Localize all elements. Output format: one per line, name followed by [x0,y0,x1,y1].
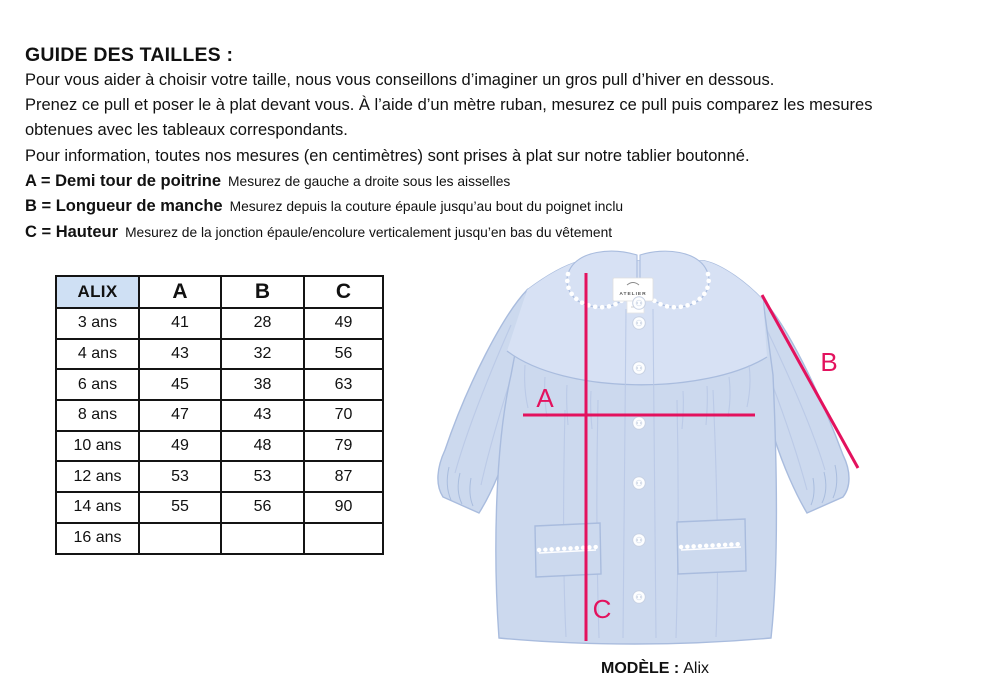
button [633,477,646,490]
intro-paragraph [25,68,995,169]
measure-definition [25,194,995,220]
measure-label-a: A [536,383,554,413]
size-table [55,275,384,555]
intro-line: obtenues avec les tableaux correspondants. [25,121,348,140]
size-value-cell: 53 [139,461,221,492]
size-value-cell: 63 [304,369,383,400]
left-pocket [535,523,601,577]
size-table-row [56,400,383,431]
size-table-row [56,339,383,370]
size-value-cell [304,523,383,554]
size-value-cell: 32 [221,339,304,370]
model-caption-label: MODÈLE : [601,660,680,677]
intro-line: Pour information, toutes nos mesures (en centimètres) sont prises à plat sur notre tablier boutonné. [25,146,750,165]
measure-label-b: B [820,347,838,377]
size-value-cell: 49 [304,308,383,339]
brand-label-text: ATELIER [619,292,647,297]
measure-label-c: C [592,594,612,624]
button [633,417,646,430]
measure-definition [25,169,995,195]
size-value-cell: 56 [221,492,304,523]
page-title: GUIDE DES TAILLES : [25,44,234,66]
guide-text [25,42,995,246]
size-table-model-header: ALIX [56,276,139,308]
size-label-cell: 16 ans [56,523,139,554]
size-label-cell: 10 ans [56,431,139,462]
size-label-cell: 4 ans [56,339,139,370]
size-value-cell: 49 [139,431,221,462]
measure-definition-label: B = Longueur de manche [25,197,223,216]
size-table-row [56,431,383,462]
size-value-cell [221,523,304,554]
intro-line: Pour vous aider à choisir votre taille, nous vous conseillons d’imaginer un gros pull d’hiver en dessous. [25,71,775,89]
size-table-row [56,308,383,339]
model-caption [601,660,709,678]
size-value-cell: 87 [304,461,383,492]
measure-definition-desc: Mesurez de gauche a droite sous les aisselles [228,173,511,189]
model-caption-value: Alix [683,660,709,677]
size-label-cell: 3 ans [56,308,139,339]
button [633,297,646,310]
size-table-col-header: B [221,276,304,308]
button [633,362,646,375]
size-table-col-header: C [304,276,383,308]
button [633,317,646,330]
size-value-cell: 70 [304,400,383,431]
size-value-cell: 55 [139,492,221,523]
measure-definition-desc: Mesurez de la jonction épaule/encolure verticalement jusqu’en bas du vêtement [125,225,613,240]
size-value-cell: 41 [139,308,221,339]
size-value-cell: 48 [221,431,304,462]
button [633,591,646,604]
size-table-col-header: A [139,276,221,308]
size-value-cell: 56 [304,339,383,370]
measure-definition-label: C = Hauteur [25,223,119,241]
measure-definition-label: A = Demi tour de poitrine [25,171,222,190]
size-label-cell: 14 ans [56,492,139,523]
size-table-row [56,492,383,523]
size-value-cell: 47 [139,400,221,431]
size-label-cell: 12 ans [56,461,139,492]
measure-definitions [25,169,995,246]
size-label-cell: 8 ans [56,400,139,431]
size-table-row [56,523,383,554]
size-table-row [56,461,383,492]
measure-definition-desc: Mesurez depuis la couture épaule jusqu’au bout du poignet inclu [229,199,624,215]
size-value-cell: 43 [221,400,304,431]
size-value-cell: 28 [221,308,304,339]
size-table-row [56,369,383,400]
size-value-cell: 53 [221,461,304,492]
size-label-cell: 6 ans [56,369,139,400]
garment-photo [415,245,885,660]
right-pocket [677,519,746,574]
size-value-cell: 43 [139,339,221,370]
size-value-cell: 45 [139,369,221,400]
size-value-cell [139,523,221,554]
intro-line: Prenez ce pull et poser le à plat devant vous. À l’aide d’un mètre ruban, mesurez ce pull puis comparez les mesures [25,96,873,115]
size-value-cell: 90 [304,492,383,523]
size-value-cell: 38 [221,369,304,400]
button [633,534,646,547]
size-table-header-row [56,276,383,308]
measure-definition [25,220,995,246]
size-value-cell: 79 [304,431,383,462]
